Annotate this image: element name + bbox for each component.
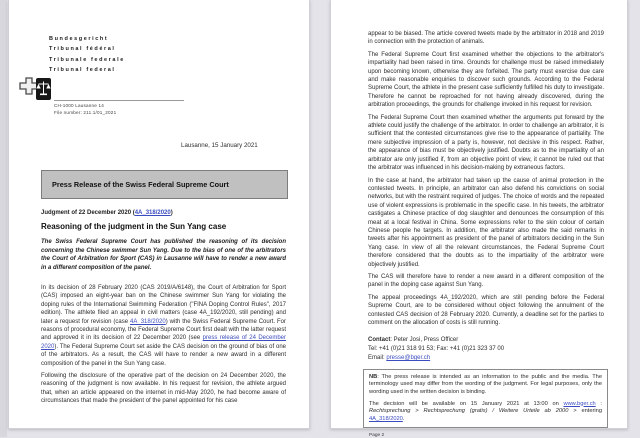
inline-link[interactable]: press release of 24 December 2020 — [41, 335, 286, 350]
page-number: Page 2 — [369, 433, 385, 438]
text-segment: : — [595, 400, 602, 407]
paragraph: The Federal Supreme Court first examined whether the objections to the arbitrator's impartiality had been raised in time. Grounds for challenge must be raised immediately upon becoming known, otherwise they are forfeited. The party must exercise due care and make reasonable enquiries to discover such grounds. According to the Federal Supreme Court, the athlete in the present case sufficiently fulfilled his duty to investigate. Therefore he cannot be reproached for not having already discovered, during the arbitration proceedings, the grounds for challenge invoked in his request for revision. — [368, 51, 604, 109]
nb-paragraph — [369, 374, 602, 397]
judgment-reference-line — [41, 210, 286, 216]
paragraph: appear to be biased. The article covered tweets made by the arbitrator in 2018 and 2019 in connection with the protection of animals. — [368, 31, 604, 46]
inline-link[interactable]: presse@bger.ch — [386, 355, 431, 361]
document-page-2 — [330, 0, 628, 438]
court-name-rm: Tribunal federal — [49, 67, 116, 74]
paragraph — [41, 284, 286, 368]
contact-name-line — [368, 336, 604, 345]
press-release-banner-label: Press Release of the Swiss Federal Supreme Court — [52, 180, 229, 189]
text-segment: : The press release is intended as an information to the public and the media. The terminology used may differ from the wording of the judgment. For legal purposes, only the wording used in the written decision is binding. — [369, 373, 602, 395]
page-2-body — [368, 30, 604, 438]
court-name-de: Bundesgericht — [49, 36, 109, 42]
lead-paragraph: The Swiss Federal Supreme Court has published the reasoning of its decision concerning the Chinese swimmer Sun Yang. Due to the bias of one of the arbitrators the Court of Arbitration for Sport (CAS) in Lausanne will have to render a new award in a different composition of the panel. — [41, 239, 286, 271]
text-segment: : Peter Josi, Press Officer — [390, 337, 459, 344]
paragraph: In the case at hand, the arbitrator had taken up the cause of animal protection in the contested tweets. In principle, an arbitrator can also defend his convictions on social networks, but with the restraint required of judges. The choice of words and the repeated use of violent expressions is problematic in the specific case. In his tweets, the arbitrator castigates a Chinese practice of dog slaughter and denounces the consumption of this meat at a local festival in China. Some expressions refer to the skin colour of certain Chinese people he targets. In addition, the arbitrator also made the said remarks in tweets after his appointment as president of the panel of arbitrators deciding in the Sun Yang case. In view of all the relevant circumstances, the Federal Supreme Court therefore considered that the doubts as to the impartiality of the arbitrator were objectively justified. — [368, 177, 604, 268]
text-segment: ). The Federal Supreme Court set aside the CAS decision on the ground of bias of one of the arbitrators. As a result, the CAS will have to render a new award in a different composition of the panel in the Sun Yang case. — [41, 343, 286, 367]
paragraph: The CAS will therefore have to render a new award in a different composition of the panel in the doping case against Sun Yang. — [368, 273, 604, 289]
inline-link[interactable]: 4A_318/2020 — [369, 415, 403, 422]
text-segment: Judgment of 22 December 2020 ( — [41, 210, 135, 216]
text-segment: Rechtsprechung > Rechtsprechung (gratis) / Weitere Urteile ab 2000 > — [369, 408, 577, 415]
nb-paragraph — [369, 401, 602, 424]
court-address: CH-1000 Lausanne 14 — [54, 103, 105, 108]
paragraph: The Federal Supreme Court then examined whether the arguments put forward by the athlete could justify the challenge of the arbitrator. In order to challenge an arbitrator, it is sufficient that the contested circumstances give rise to the appearance of partiality. The mere subjective impression of a party is, however, not decisive in this respect. Rather, the appearance of bias must be objectively justified. Doubts as to the impartiality of an arbitrator are only justified if, from an objective point of view, it cannot be ruled out that the arbitrator was influenced in his decision-making by extraneous factors. — [368, 114, 604, 172]
paragraph: The appeal proceedings 4A_192/2020, which are still pending before the Federal Supreme Court, are to be considered without object following the annulment of the contested CAS decision of 28 February 2020. Currently, a deadline set for the parties to comment on the allocation of costs is still running. — [368, 294, 604, 326]
text-segment: NB — [369, 373, 378, 380]
file-number: File number: 211.1/01_2021 — [54, 110, 117, 115]
dateline: Lausanne, 15 January 2021 — [181, 142, 258, 149]
text-segment: entering — [576, 408, 602, 415]
page-1-body — [41, 210, 286, 410]
text-segment: Contact — [368, 337, 391, 344]
text-segment: ) — [170, 210, 173, 216]
text-segment: In its decision of 28 February 2020 (CAS 2019/A/6148), the Court of Arbitration for Sport (CAS) imposed an eight-year ban on the Chinese swimmer Sun Yang for violating the doping rules of the International Swimming Federation ("FINA Doping Control Rules", 2017 edition). The athlete filed an appeal in civil matters (case 4A_192/2020, still pending) and later a request for revision (case — [41, 285, 286, 325]
inline-link[interactable]: www.bger.ch — [563, 400, 596, 407]
nb-notice-box — [363, 369, 608, 429]
court-name-fr: Tribunal fédéral — [49, 46, 116, 53]
court-name-it: Tribunale federale — [49, 56, 125, 63]
text-segment: ) with the Swiss Federal Supreme Court. For reasons of procedural economy, the Federal Supreme Court first dealt with the latter request and approved it in its decision of 22 December 2020 (see — [41, 318, 287, 342]
inline-link[interactable]: 4A_318/2020 — [134, 210, 171, 216]
text-segment: Email: — [368, 355, 387, 361]
court-letterhead — [49, 34, 125, 76]
swiss-federal-court-logo-icon — [12, 76, 56, 104]
letterhead-divider — [54, 100, 184, 101]
inline-link[interactable]: 4A_318/2020 — [130, 318, 166, 325]
paragraph: Following the disclosure of the operative part of the decision on 24 December 2020, the reasoning of the judgment is now available. In his request for revision, the athlete argued that, when an article appeared on the internet in mid-May 2020, he had become aware of circumstances that made the president of the panel appointed for his case — [41, 373, 286, 405]
contact-phone-line: Tel: +41 (0)21 318 91 53; Fax: +41 (0)21 323 37 00 — [368, 346, 505, 353]
press-release-banner — [41, 170, 288, 199]
contact-block — [368, 336, 604, 362]
text-segment: . — [402, 415, 405, 422]
document-page-1 — [8, 0, 310, 429]
text-segment: The decision will be available on 15 January 2021 at 13:00 on — [369, 400, 564, 407]
contact-email-line — [368, 354, 604, 363]
page-title: Reasoning of the judgment in the Sun Yang case — [41, 222, 227, 231]
